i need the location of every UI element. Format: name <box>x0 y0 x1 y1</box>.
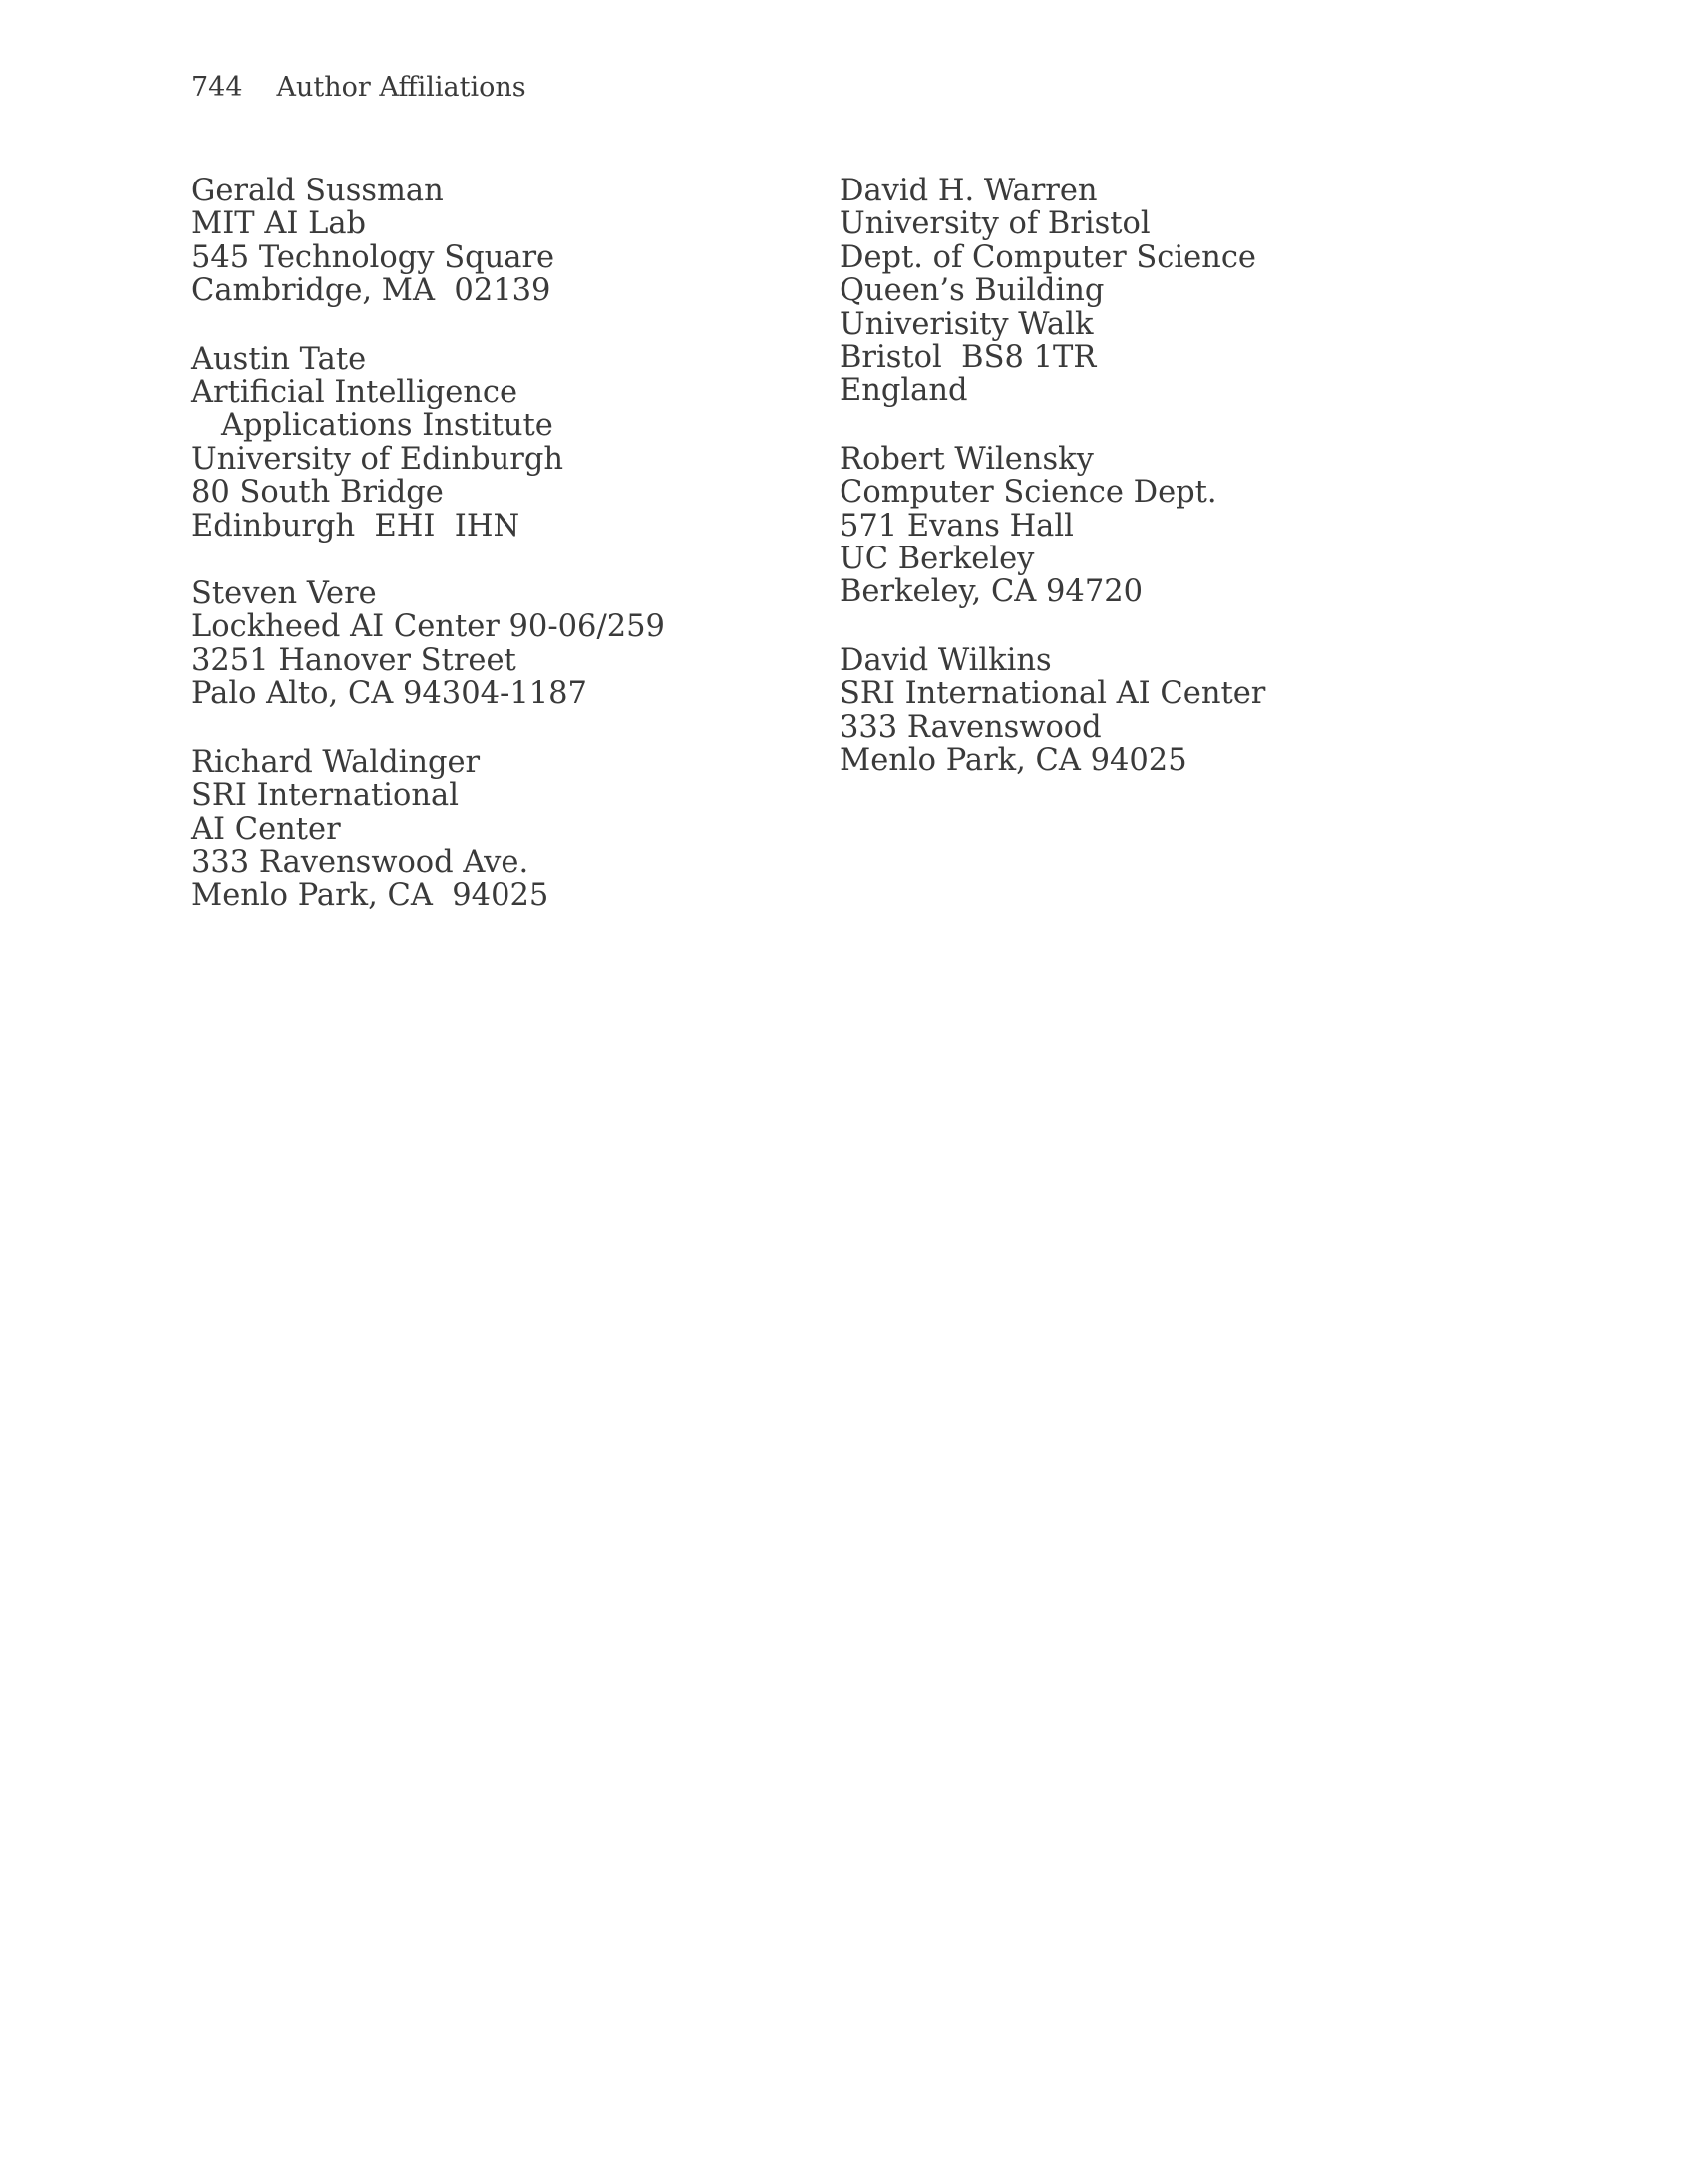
author-name: David H. Warren <box>840 174 1098 208</box>
address-line: Computer Science Dept. <box>840 475 1217 511</box>
address-line: Cambridge, MA 02139 <box>191 273 551 309</box>
author-name: Robert Wilensky <box>840 441 1094 477</box>
address-line: Artificial Intelligence <box>191 375 518 411</box>
address-line: UC Berkeley <box>840 542 1035 577</box>
address-line: Applications Institute <box>221 408 553 444</box>
address-line: MIT AI Lab <box>191 206 367 242</box>
address-line: 333 Ravenswood <box>840 709 1102 745</box>
address-line: 80 South Bridge <box>191 475 444 511</box>
address-line: Queen’s Building <box>840 273 1105 309</box>
author-name: Gerald Sussman <box>191 174 444 208</box>
address-line: 571 Evans Hall <box>840 508 1074 544</box>
affiliations-column-left <box>191 175 810 947</box>
address-line: Lockheed AI Center 90-06/259 <box>191 609 665 645</box>
affiliation-entry <box>191 343 810 543</box>
address-line: 333 Ravenswood Ave. <box>191 844 529 880</box>
author-name: David Wilkins <box>840 642 1052 678</box>
address-line: Dept. of Computer Science <box>840 239 1256 275</box>
running-head <box>191 70 526 106</box>
page-number: 744 <box>191 72 243 103</box>
address-line: Univerisity Walk <box>840 306 1094 342</box>
address-line: Menlo Park, CA 94025 <box>191 878 549 913</box>
affiliations-column-right <box>840 175 1458 813</box>
author-name: Richard Waldinger <box>191 744 481 780</box>
affiliation-entry <box>191 577 810 711</box>
author-name: Austin Tate <box>191 341 367 377</box>
address-line: Palo Alto, CA 94304-1187 <box>191 676 587 712</box>
author-name: Steven Vere <box>191 576 377 612</box>
address-line: University of Bristol <box>840 206 1151 242</box>
address-line: AI Center <box>191 811 341 847</box>
affiliation-entry <box>840 644 1458 778</box>
address-line: University of Edinburgh <box>191 441 563 477</box>
affiliation-entry <box>840 443 1458 609</box>
affiliation-entry <box>840 175 1458 408</box>
address-line: England <box>840 373 968 409</box>
address-line: SRI International <box>191 778 459 814</box>
affiliation-entry <box>191 746 810 912</box>
address-line: Menlo Park, CA 94025 <box>840 743 1187 779</box>
affiliation-entry <box>191 175 810 308</box>
address-line: Edinburgh EHI IHN <box>191 508 520 544</box>
running-title: Author Affiliations <box>276 72 526 103</box>
address-line: SRI International AI Center <box>840 676 1266 712</box>
address-line: Berkeley, CA 94720 <box>840 574 1144 610</box>
address-line: 545 Technology Square <box>191 239 555 275</box>
address-line: 3251 Hanover Street <box>191 642 516 678</box>
address-line: Bristol BS8 1TR <box>840 340 1097 376</box>
